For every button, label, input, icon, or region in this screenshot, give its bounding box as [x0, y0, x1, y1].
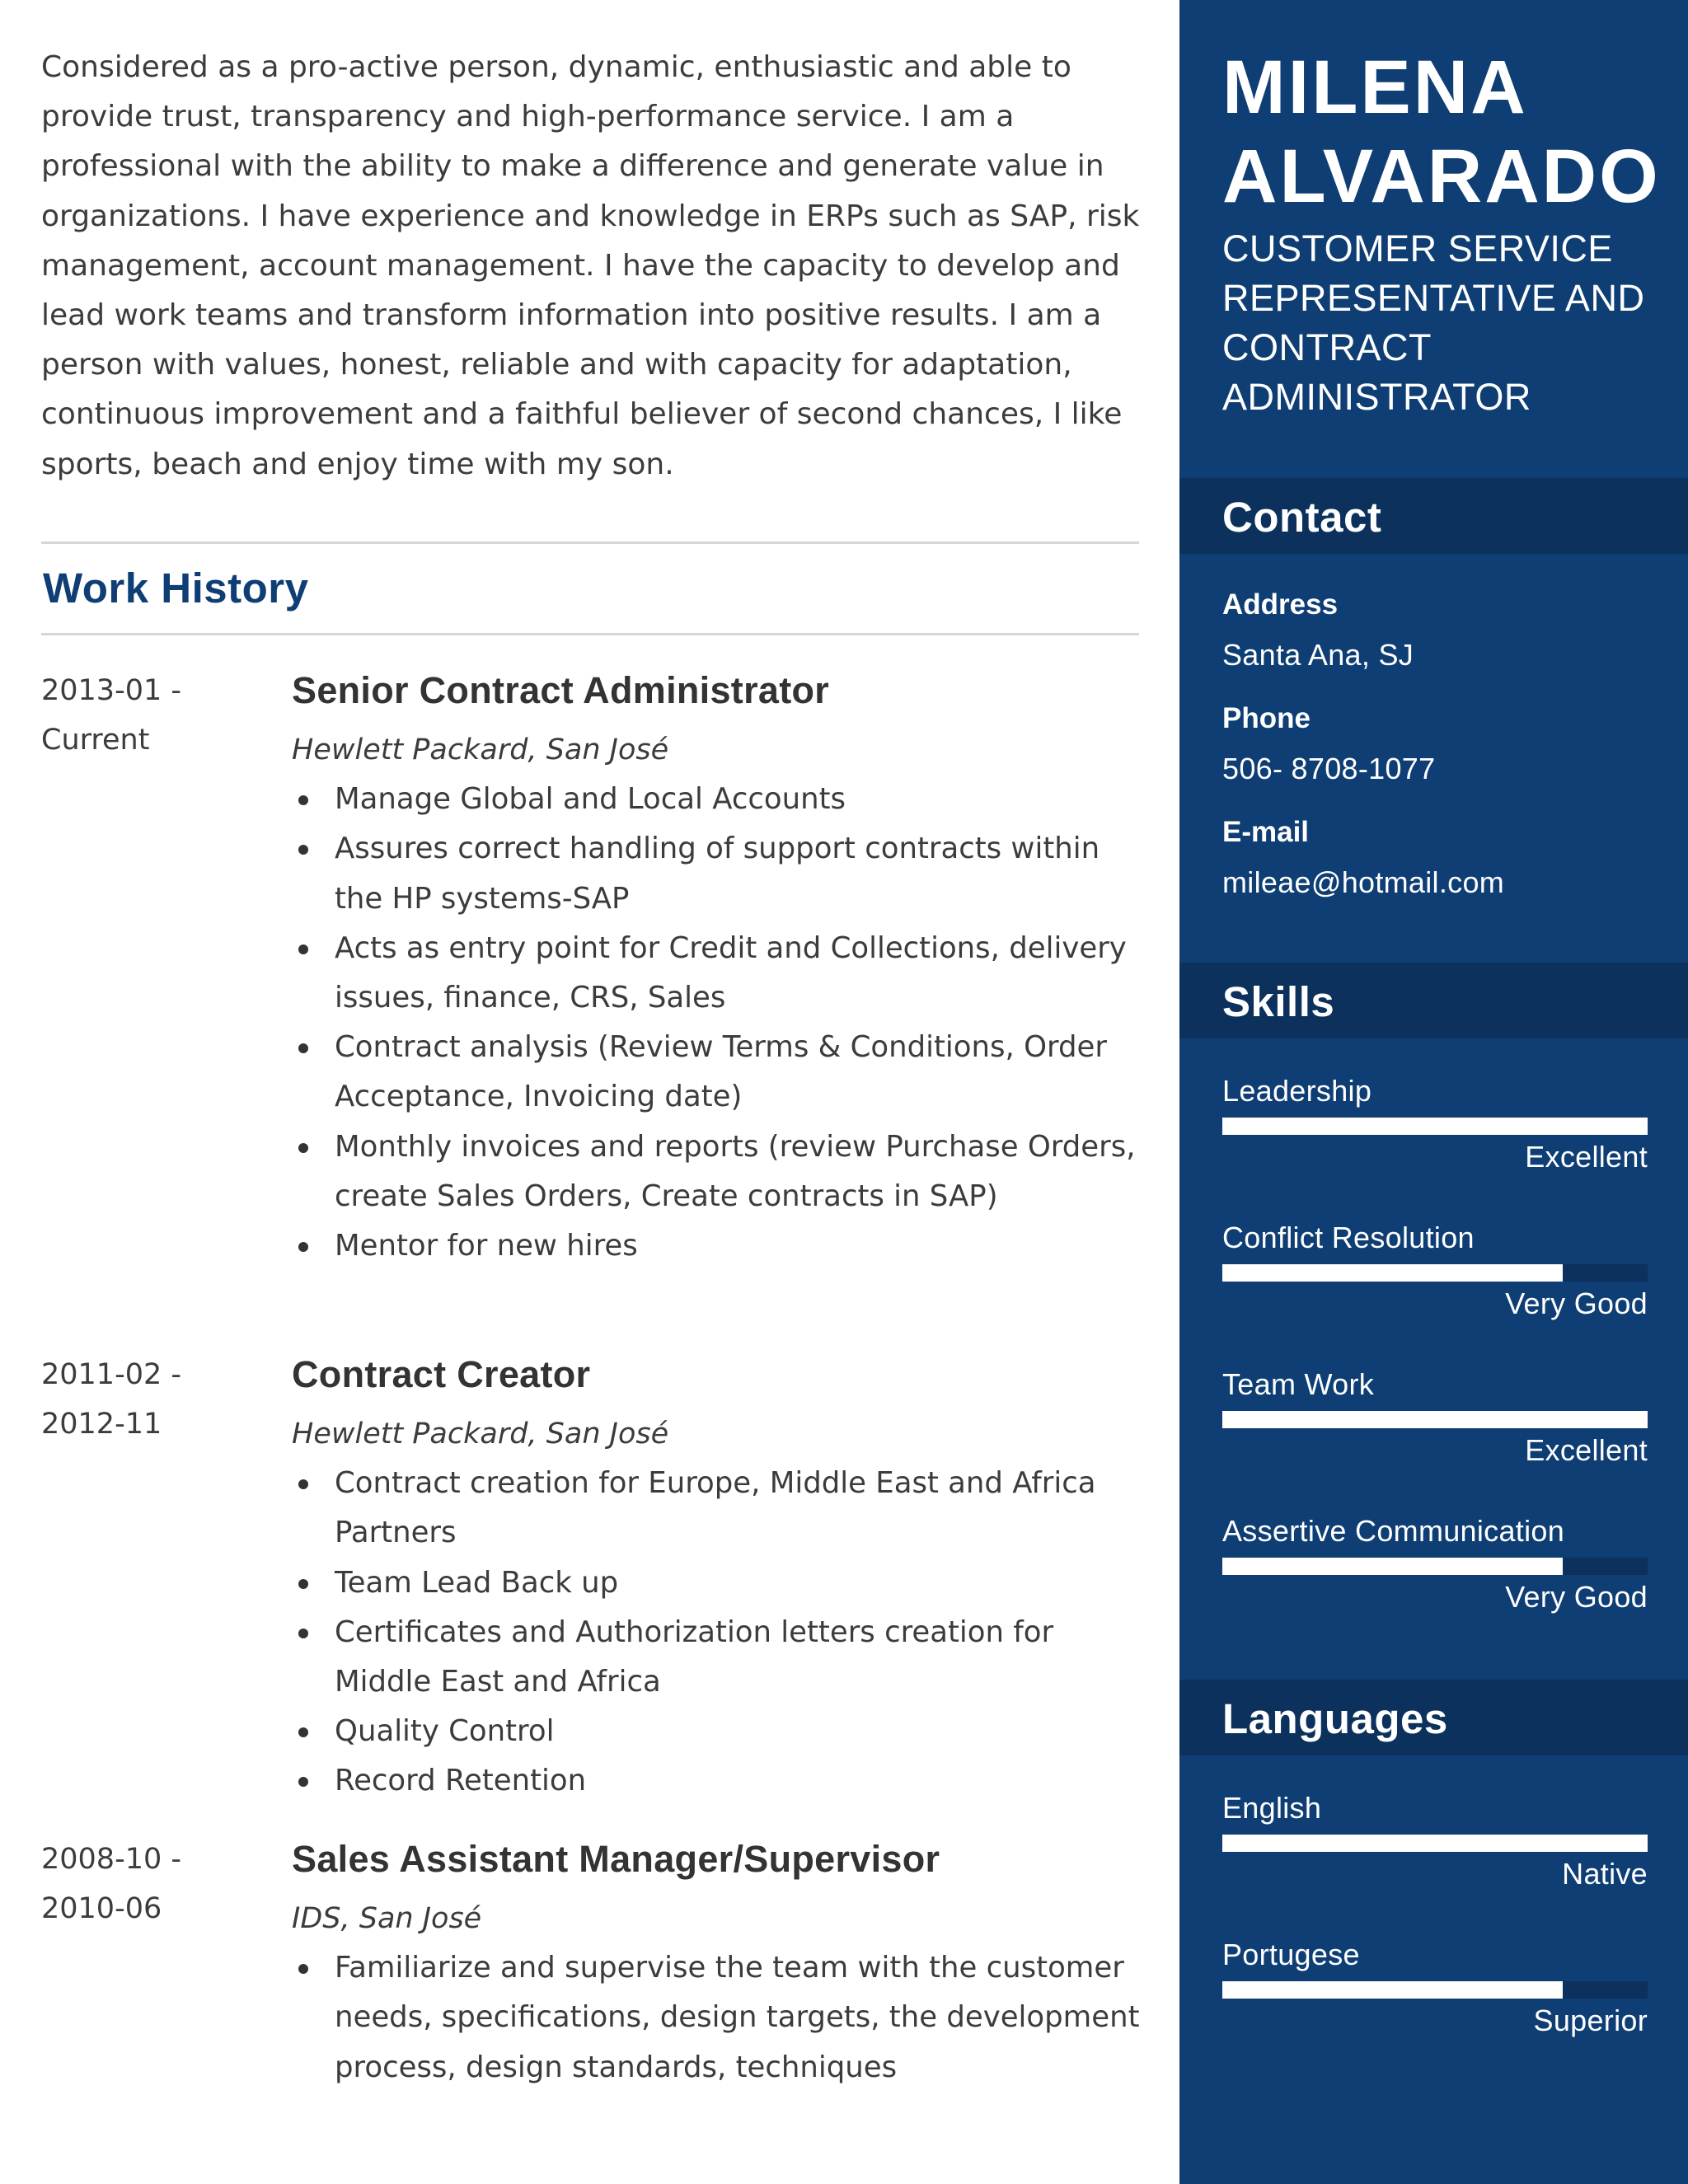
skill-item — [1222, 1511, 1648, 1643]
address-value: Santa Ana, SJ — [1222, 638, 1414, 672]
skill-level: Excellent — [1525, 1433, 1648, 1467]
skill-bar-fill — [1222, 1118, 1648, 1135]
contact-heading-band — [1179, 478, 1688, 554]
job-bullets — [292, 1459, 1149, 1806]
skill-bar — [1222, 1558, 1648, 1575]
job-bullet: Manage Global and Local Accounts — [292, 775, 1149, 824]
languages-heading-band — [1179, 1680, 1688, 1755]
job-bullet: Certificates and Authorization letters creation for Middle East and Africa — [292, 1608, 1149, 1707]
skill-level: Very Good — [1505, 1286, 1648, 1320]
skills-heading: Skills — [1222, 978, 1335, 1025]
skill-item — [1222, 1365, 1648, 1497]
language-level: Native — [1562, 1857, 1648, 1891]
job-bullet: Record Retention — [292, 1756, 1149, 1806]
language-bar — [1222, 1835, 1648, 1852]
email-value: mileae@hotmail.com — [1222, 865, 1505, 899]
job-bullet: Contract analysis (Review Terms & Conditions, Order Acceptance, Invoicing date) — [292, 1023, 1149, 1122]
job-bullet: Team Lead Back up — [292, 1558, 1149, 1608]
job-date-start: 2008-10 - — [41, 1843, 181, 1876]
work-history-heading: Work History — [43, 565, 309, 612]
skill-bar — [1222, 1118, 1648, 1135]
skill-name: Conflict Resolution — [1222, 1221, 1475, 1254]
job-title: Contract Creator — [292, 1353, 591, 1395]
job-details — [292, 1835, 1149, 2093]
language-name: English — [1222, 1791, 1322, 1825]
job-bullet: Assures correct handling of support contracts within the HP systems-SAP — [292, 824, 1149, 923]
skill-level: Very Good — [1505, 1580, 1648, 1614]
job-bullet: Monthly invoices and reports (review Purchase Orders, create Sales Orders, Create contracts in SAP) — [292, 1122, 1149, 1221]
sidebar — [1179, 0, 1688, 2184]
job-date-end: 2012-11 — [41, 1408, 162, 1441]
job-company: IDS, San José — [292, 1902, 482, 1935]
email-label: E-mail — [1222, 816, 1310, 848]
skill-bar — [1222, 1264, 1648, 1282]
job-bullet: Acts as entry point for Credit and Collections, delivery issues, finance, CRS, Sales — [292, 924, 1149, 1023]
job-dates — [41, 1350, 247, 1449]
language-name: Portugese — [1222, 1938, 1360, 1971]
skill-bar-fill — [1222, 1411, 1648, 1428]
job-details — [292, 1350, 1149, 1807]
skills-heading-band — [1179, 963, 1688, 1038]
skill-bar-fill — [1222, 1558, 1563, 1575]
job-details — [292, 666, 1149, 1271]
language-bar-fill — [1222, 1981, 1563, 1999]
languages-heading: Languages — [1222, 1695, 1448, 1742]
last-name: ALVARADO — [1222, 134, 1661, 218]
job-dates — [41, 1835, 247, 1933]
job-company: Hewlett Packard, San José — [292, 733, 669, 766]
skill-name: Leadership — [1222, 1074, 1372, 1108]
job-bullets — [292, 775, 1149, 1271]
phone-label: Phone — [1222, 702, 1311, 734]
candidate-role: CUSTOMER SERVICE REPRESENTATIVE AND CONTRACT ADMINISTRATOR — [1222, 227, 1645, 418]
skill-bar — [1222, 1411, 1648, 1428]
job-date-start: 2011-02 - — [41, 1358, 181, 1391]
skill-name: Assertive Communication — [1222, 1514, 1565, 1548]
job-title: Sales Assistant Manager/Supervisor — [292, 1838, 940, 1880]
skill-item — [1222, 1218, 1648, 1350]
skill-level: Excellent — [1525, 1140, 1648, 1174]
job-date-end: Current — [41, 724, 150, 757]
language-level: Superior — [1533, 2004, 1648, 2037]
job-bullet: Quality Control — [292, 1707, 1149, 1756]
skill-bar-fill — [1222, 1264, 1563, 1282]
phone-value: 506- 8708-1077 — [1222, 752, 1436, 785]
job-bullets — [292, 1943, 1149, 2093]
job-date-start: 2013-01 - — [41, 674, 181, 707]
job-bullet: Familiarize and supervise the team with the customer needs, specifications, design targets, the development process, design standards, techniques — [292, 1943, 1149, 2093]
candidate-name — [1222, 43, 1661, 221]
first-name: MILENA — [1222, 45, 1528, 129]
language-item — [1222, 1935, 1648, 2067]
skill-name: Team Work — [1222, 1367, 1375, 1401]
language-item — [1222, 1788, 1648, 1920]
language-bar-fill — [1222, 1835, 1648, 1852]
job-date-end: 2010-06 — [41, 1892, 162, 1926]
job-title: Senior Contract Administrator — [292, 669, 830, 711]
address-label: Address — [1222, 588, 1339, 621]
contact-heading: Contact — [1222, 494, 1382, 541]
divider-bottom — [41, 633, 1139, 635]
job-company: Hewlett Packard, San José — [292, 1418, 669, 1451]
divider-top — [41, 541, 1139, 544]
job-dates — [41, 666, 247, 765]
language-bar — [1222, 1981, 1648, 1999]
professional-summary: Considered as a pro-active person, dynamic, enthusiastic and able to provide trust, transparency and high-performance service. I am a professional with the ability to make a difference and generate value in organizations. I have experience and knowledge in ERPs such as SAP, risk management, account management. I have the capacity to develop and lead work teams and transform information into positive results. I am a person with values, honest, reliable and with capacity for adaptation, continuous improvement and a faithful believer of second chances, I like sports, beach and enjoy time with my son. — [41, 50, 1140, 481]
job-bullet: Contract creation for Europe, Middle East and Africa Partners — [292, 1459, 1149, 1558]
job-bullet: Mentor for new hires — [292, 1221, 1149, 1271]
skill-item — [1222, 1071, 1648, 1203]
